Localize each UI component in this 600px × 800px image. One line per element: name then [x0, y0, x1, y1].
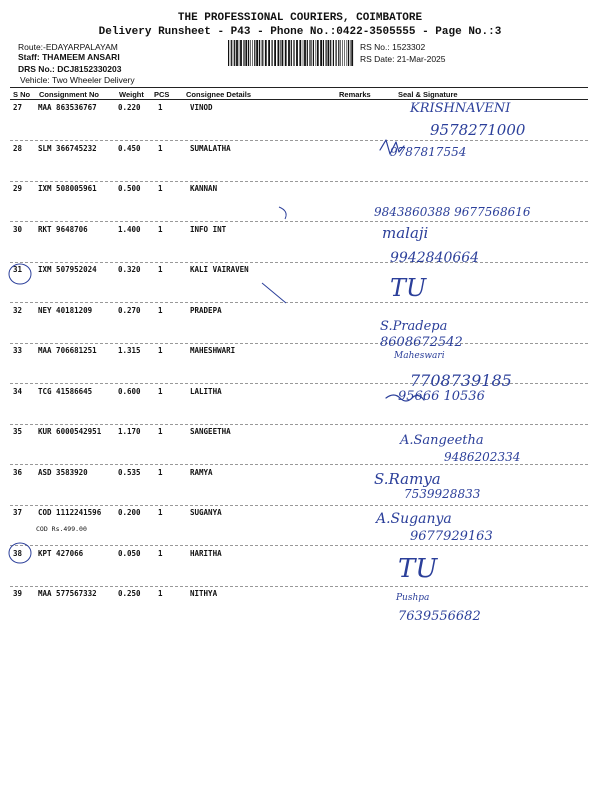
barcode-bar — [304, 40, 306, 66]
signature-phone: 9942840664 — [390, 250, 480, 266]
barcode-bar — [250, 40, 251, 66]
signature-name: Pushpa — [396, 593, 430, 603]
signature-phone: 8608672542 — [380, 335, 463, 350]
barcode-bar — [256, 40, 258, 66]
barcode-bar — [336, 40, 337, 66]
row-divider — [10, 505, 588, 506]
row-divider — [10, 221, 588, 222]
barcode-bar — [330, 40, 331, 66]
barcode-bar — [236, 40, 238, 66]
cell-pcs: 1 — [158, 143, 163, 153]
cell-consignee: RAMYA — [190, 467, 213, 477]
barcode-bar — [240, 40, 242, 66]
barcode-bar — [307, 40, 308, 66]
cell-pcs: 1 — [158, 427, 163, 436]
cell-sno: 29 — [13, 184, 23, 193]
barcode-bar — [348, 40, 349, 66]
header-top-rule — [10, 87, 588, 88]
cell-weight: 0.220 — [118, 103, 141, 112]
signature-phone: 7539928833 — [404, 487, 481, 501]
cell-pcs: 1 — [158, 184, 163, 193]
barcode-bar — [291, 40, 292, 66]
cell-weight: 0.450 — [118, 143, 141, 153]
cell-consignee: SANGEETHA — [190, 427, 231, 436]
barcode-bar — [231, 40, 232, 66]
barcode-bar — [296, 40, 298, 66]
col-remarks: Remarks — [339, 90, 371, 99]
row-divider — [10, 586, 588, 587]
barcode-bar — [282, 40, 284, 66]
row-divider — [10, 383, 588, 384]
col-sno: S No — [13, 90, 31, 99]
signature-name: A.Sangeetha — [400, 433, 484, 448]
cell-sno: 27 — [13, 103, 23, 112]
cell-sno: 30 — [13, 224, 23, 234]
signature-phone: 9787817554 — [390, 145, 467, 159]
cell-sno: 35 — [13, 427, 23, 436]
barcode-bar — [333, 40, 334, 66]
cell-consignment: KUR 6000542951 — [38, 427, 102, 436]
row-divider — [10, 262, 588, 263]
signature-phone: 9677929163 — [410, 529, 493, 544]
vehicle-label: Vehicle: Two Wheeler Delivery — [20, 75, 135, 85]
row-divider — [10, 464, 588, 465]
barcode-bar — [347, 40, 348, 66]
signature-phone: 9843860388 9677568616 — [374, 205, 531, 219]
row-divider — [10, 302, 588, 303]
row-divider — [10, 343, 588, 344]
route-label: Route:-EDAYARPALAYAM — [18, 42, 118, 52]
row-divider — [10, 140, 588, 141]
barcode-bar — [342, 40, 343, 66]
barcode-bar — [340, 40, 341, 66]
barcode-bar — [351, 40, 353, 66]
barcode-bar — [326, 40, 327, 66]
cell-pcs: 1 — [158, 346, 163, 355]
runsheet-title: Delivery Runsheet - P43 - Phone No.:0422-3505555 - Page No.:3 — [98, 26, 502, 38]
barcode-bar — [293, 40, 294, 66]
row-divider — [10, 181, 588, 182]
barcode-bar — [309, 40, 310, 66]
barcode — [228, 40, 354, 66]
barcode-bar — [268, 40, 270, 66]
cell-sno: 36 — [13, 467, 23, 477]
cell-consignment: COD 1112241596 — [38, 508, 102, 517]
drs-number: DRS No.: DCJ8152330203 — [18, 64, 122, 74]
barcode-bar — [272, 40, 273, 66]
cell-pcs: 1 — [158, 467, 163, 477]
cell-consignment: NEY 40181209 — [38, 305, 93, 315]
stray-pen-mark — [279, 207, 286, 219]
cell-consignment: MAA 577567332 — [38, 589, 97, 598]
col-consignment: Consignment No — [39, 90, 99, 99]
cell-pcs: 1 — [158, 548, 163, 558]
col-weight: Weight — [119, 90, 144, 99]
barcode-bar — [259, 40, 260, 66]
barcode-bar — [278, 40, 280, 66]
header-bottom-rule — [10, 99, 588, 100]
signature-name: Maheswari — [394, 351, 445, 361]
signature-name: TU — [398, 554, 438, 584]
barcode-bar — [316, 40, 317, 66]
barcode-bar — [311, 40, 312, 66]
cell-pcs: 1 — [158, 589, 163, 598]
signature-name: KRISHNAVENI — [410, 101, 511, 116]
barcode-bar — [233, 40, 234, 66]
cell-weight: 0.535 — [118, 467, 141, 477]
cell-weight: 0.320 — [118, 265, 141, 274]
cell-pcs: 1 — [158, 508, 163, 517]
cell-consignee: KALI VAIRAVEN — [190, 265, 249, 274]
barcode-bar — [323, 40, 324, 66]
cell-consignee: INFO INT — [190, 224, 227, 234]
barcode-bar — [245, 40, 247, 66]
cell-consignee: SUGANYA — [190, 508, 222, 517]
cell-weight: 1.315 — [118, 346, 141, 355]
col-pcs: PCS — [154, 90, 170, 99]
cell-weight: 0.050 — [118, 548, 141, 558]
cell-consignment: KPT 427066 — [38, 548, 84, 558]
company-title: THE PROFESSIONAL COURIERS, COIMBATORE — [177, 12, 423, 24]
barcode-bar — [313, 40, 314, 66]
signature-name: S.Pradepa — [380, 319, 448, 334]
cell-pcs: 1 — [158, 265, 163, 274]
barcode-bar — [299, 40, 301, 66]
cell-sno: 31 — [13, 265, 23, 274]
cell-consignment: MAA 706681251 — [38, 346, 97, 355]
stray-pen-mark — [262, 283, 286, 303]
col-consignee: Consignee Details — [186, 90, 252, 99]
cell-sno: 32 — [13, 305, 23, 315]
barcode-bar — [288, 40, 290, 66]
signature-phone: 95666 10536 — [398, 389, 485, 404]
cell-consignment: IXM 507952024 — [38, 265, 97, 274]
cell-consignee: NITHYA — [190, 589, 218, 598]
barcode-bar — [248, 40, 249, 66]
barcode-bar — [317, 40, 319, 66]
cell-consignee: SUMALATHA — [190, 143, 231, 153]
barcode-bar — [274, 40, 276, 66]
rs-number: RS No.: 1523302 — [360, 42, 426, 52]
signature-scribble — [380, 140, 404, 154]
barcode-bar — [262, 40, 263, 66]
cell-consignee: PRADEPA — [190, 305, 222, 315]
cell-consignment: SLM 366745232 — [38, 143, 97, 153]
cell-weight: 0.250 — [118, 589, 141, 598]
col-signature: Seal & Signature — [398, 90, 458, 99]
cell-weight: 1.170 — [118, 427, 141, 436]
staff-label: Staff: THAMEEM ANSARI — [18, 52, 120, 62]
cell-consignee: HARITHA — [190, 548, 222, 558]
signature-column — [370, 0, 600, 800]
cell-weight: 0.600 — [118, 386, 141, 396]
cell-pcs: 1 — [158, 305, 163, 315]
barcode-bar — [234, 40, 235, 66]
row-divider — [10, 424, 588, 425]
barcode-bar — [328, 40, 330, 66]
cell-consignee: KANNAN — [190, 184, 218, 193]
rs-date: RS Date: 21-Mar-2025 — [360, 54, 446, 64]
signature-scribble — [386, 395, 424, 401]
cell-consignee: LALITHA — [190, 386, 222, 396]
cell-sno: 33 — [13, 346, 23, 355]
cod-amount: COD Rs.499.00 — [36, 525, 87, 533]
barcode-bar — [280, 40, 281, 66]
barcode-bar — [252, 40, 253, 66]
cell-sno: 39 — [13, 589, 23, 598]
barcode-bar — [338, 40, 339, 66]
barcode-bar — [344, 40, 345, 66]
cell-sno: 37 — [13, 508, 23, 517]
signature-phone: 7639556682 — [398, 609, 481, 624]
cell-weight: 1.400 — [118, 224, 141, 234]
cell-sno: 34 — [13, 386, 23, 396]
cell-sno: 28 — [13, 143, 23, 153]
barcode-bar — [239, 40, 240, 66]
cell-pcs: 1 — [158, 224, 163, 234]
cell-weight: 0.270 — [118, 305, 141, 315]
cell-consignment: IXM 508005961 — [38, 184, 97, 193]
cell-consignee: MAHESHWARI — [190, 346, 236, 355]
cell-weight: 0.200 — [118, 508, 141, 517]
signature-name: malaji — [382, 224, 429, 242]
barcode-bar — [320, 40, 322, 66]
cell-weight: 0.500 — [118, 184, 141, 193]
cell-consignment: RKT 9648706 — [38, 224, 88, 234]
cell-consignment: ASD 3583920 — [38, 467, 88, 477]
cell-sno: 38 — [13, 548, 23, 558]
barcode-bar — [254, 40, 255, 66]
barcode-bar — [285, 40, 287, 66]
signature-phone: 9486202334 — [444, 450, 521, 464]
cell-consignee: VINOD — [190, 103, 213, 112]
signature-name: S.Ramya — [374, 470, 441, 488]
signature-name: TU — [390, 274, 427, 302]
row-divider — [10, 545, 588, 546]
signature-phone: 7708739185 — [410, 371, 512, 390]
cell-consignment: TCG 41586645 — [38, 386, 93, 396]
barcode-bar — [228, 40, 229, 66]
signature-phone: 9578271000 — [430, 121, 526, 139]
cell-consignment: MAA 863536767 — [38, 103, 97, 112]
cell-pcs: 1 — [158, 103, 163, 112]
barcode-bar — [261, 40, 262, 66]
signature-name: A.Suganya — [376, 511, 452, 527]
barcode-bar — [303, 40, 304, 66]
barcode-bar — [265, 40, 267, 66]
cell-pcs: 1 — [158, 386, 163, 396]
barcode-bar — [350, 40, 351, 66]
barcode-bar — [243, 40, 244, 66]
